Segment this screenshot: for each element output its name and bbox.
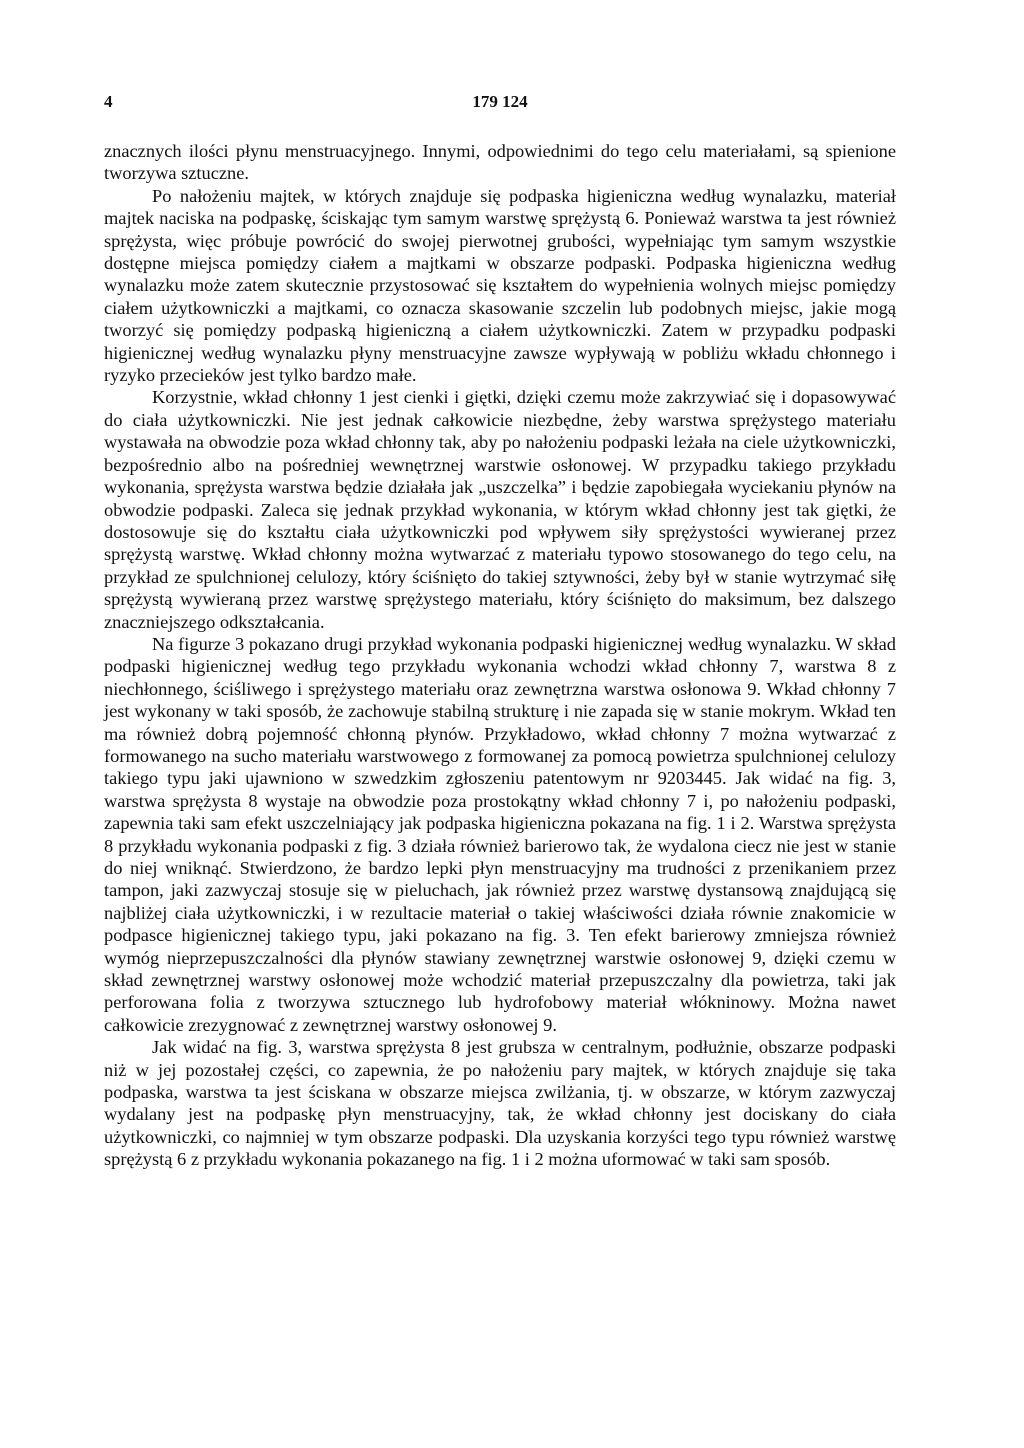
paragraph: Po nałożeniu majtek, w których znajduje się podpaska higieniczna według wynalazku, materiał majtek naciska na podpaskę, ściskając tym samym warstwę sprężystą 6. Ponieważ warstwa ta jest również sprężysta, więc próbuje powrócić do swojej pierwotnej grubości, wypełniając tym samym wszystkie dostępne miejsca pomiędzy ciałem a majtkami w obszarze podpaski. Podpaska higieniczna według wynalazku może zatem skutecznie przystosować się kształtem do wypełnienia wolnych miejsc pomiędzy ciałem użytkowniczki a majtkami, co oznacza skasowanie szczelin lub podobnych miejsc, jakie mogą tworzyć się pomiędzy podpaską higieniczną a ciałem użytkowniczki. Zatem w przypadku podpaski higienicznej według wynalazku płyny menstruacyjne zawsze wypływają w pobliżu wkładu chłonnego i ryzyko przecieków jest tylko bardzo małe. <box>104 185 896 386</box>
body-text <box>104 140 896 1171</box>
page-header <box>104 92 896 116</box>
document-number: 179 124 <box>472 92 528 111</box>
paragraph: Na figurze 3 pokazano drugi przykład wykonania podpaski higienicznej według wynalazku. W skład podpaski higienicznej według tego przykładu wykonania wchodzi wkład chłonny 7, warstwa 8 z niechłonnego, ściśliwego i sprężystego materiału oraz zewnętrzna warstwa osłonowa 9. Wkład chłonny 7 jest wykonany w taki sposób, że zachowuje stabilną strukturę i nie zapada się w stanie mokrym. Wkład ten ma również dobrą pojemność chłonną płynów. Przykładowo, wkład chłonny 7 można wytwarzać z formowanego na sucho materiału warstwowego z formowanej za pomocą powietrza spulchnionej celulozy takiego typu jaki ujawniono w szwedzkim zgłoszeniu patentowym nr 9203445. Jak widać na fig. 3, warstwa sprężysta 8 wystaje na obwodzie poza prostokątny wkład chłonny 7 i, po nałożeniu podpaski, zapewnia taki sam efekt uszczelniający jak podpaska higieniczna pokazana na fig. 1 i 2. Warstwa sprężysta 8 przykładu wykonania podpaski z fig. 3 działa również barierowo tak, że wydalona ciecz nie jest w stanie do niej wniknąć. Stwierdzono, że bardzo lepki płyn menstruacyjny ma trudności z przenikaniem przez tampon, jaki zazwyczaj stosuje się w pieluchach, jak również przez warstwę dystansową znajdującą się najbliżej ciała użytkowniczki, i w rezultacie materiał o takiej właściwości działa równie znakomicie w podpasce higienicznej takiego typu, jaki pokazano na fig. 3. Ten efekt barierowy zmniejsza również wymóg nieprzepuszczalności dla płynów stawiany zewnętrznej warstwie osłonowej 9, dzięki czemu w skład zewnętrznej warstwy osłonowej może wchodzić materiał przepuszczalny dla powietrza, taki jak perforowana folia z tworzywa sztucznego lub hydrofobowy materiał włókninowy. Można nawet całkowicie zrezygnować z zewnętrznej warstwy osłonowej 9. <box>104 633 896 1035</box>
page-number: 4 <box>104 92 113 111</box>
paragraph: Jak widać na fig. 3, warstwa sprężysta 8 jest grubsza w centralnym, podłużnie, obszarze podpaski niż w jej pozostałej części, co zapewnia, że po nałożeniu pary majtek, w których znajduje się taka podpaska, warstwa ta jest ściskana w obszarze miejsca zwilżania, tj. w obszarze, w którym zazwyczaj wydalany jest na podpaskę płyn menstruacyjny, tak, że wkład chłonny jest dociskany do ciała użytkowniczki, co najmniej w tym obszarze podpaski. Dla uzyskania korzyści tego typu również warstwę sprężystą 6 z przykładu wykonania pokazanego na fig. 1 i 2 można uformować w taki sam sposób. <box>104 1037 896 1170</box>
paragraph-continuation: znacznych ilości płynu menstruacyjnego. Innymi, odpowiednimi do tego celu materiałami, są spienione tworzywa sztuczne. <box>104 141 896 184</box>
paragraph: Korzystnie, wkład chłonny 1 jest cienki i giętki, dzięki czemu może zakrzywiać się i dopasowywać do ciała użytkowniczki. Nie jest jednak całkowicie niezbędne, żeby warstwa sprężystego materiału wystawała na obwodzie poza wkład chłonny tak, aby po nałożeniu podpaski leżała na ciele użytkowniczki, bezpośrednio albo na pośredniej wewnętrznej warstwie osłonowej. W przypadku takiego przykładu wykonania, sprężysta warstwa będzie działała jak „uszczelka” i będzie zapobiegała wyciekaniu płynów na obwodzie podpaski. Zaleca się jednak przykład wykonania, w którym wkład chłonny jest tak giętki, że dostosowuje się do kształtu ciała użytkowniczki pod wpływem siły sprężystości wywieranej przez sprężystą warstwę. Wkład chłonny można wytwarzać z materiału typowo stosowanego do tego celu, na przykład ze spulchnionej celulozy, który ściśnięto do takiej sztywności, żeby był w stanie wytrzymać siłę sprężystą wywieraną przez warstwę sprężystego materiału, który ściśnięto do maksimum, bez dalszego znaczniejszego odkształcania. <box>104 387 896 632</box>
